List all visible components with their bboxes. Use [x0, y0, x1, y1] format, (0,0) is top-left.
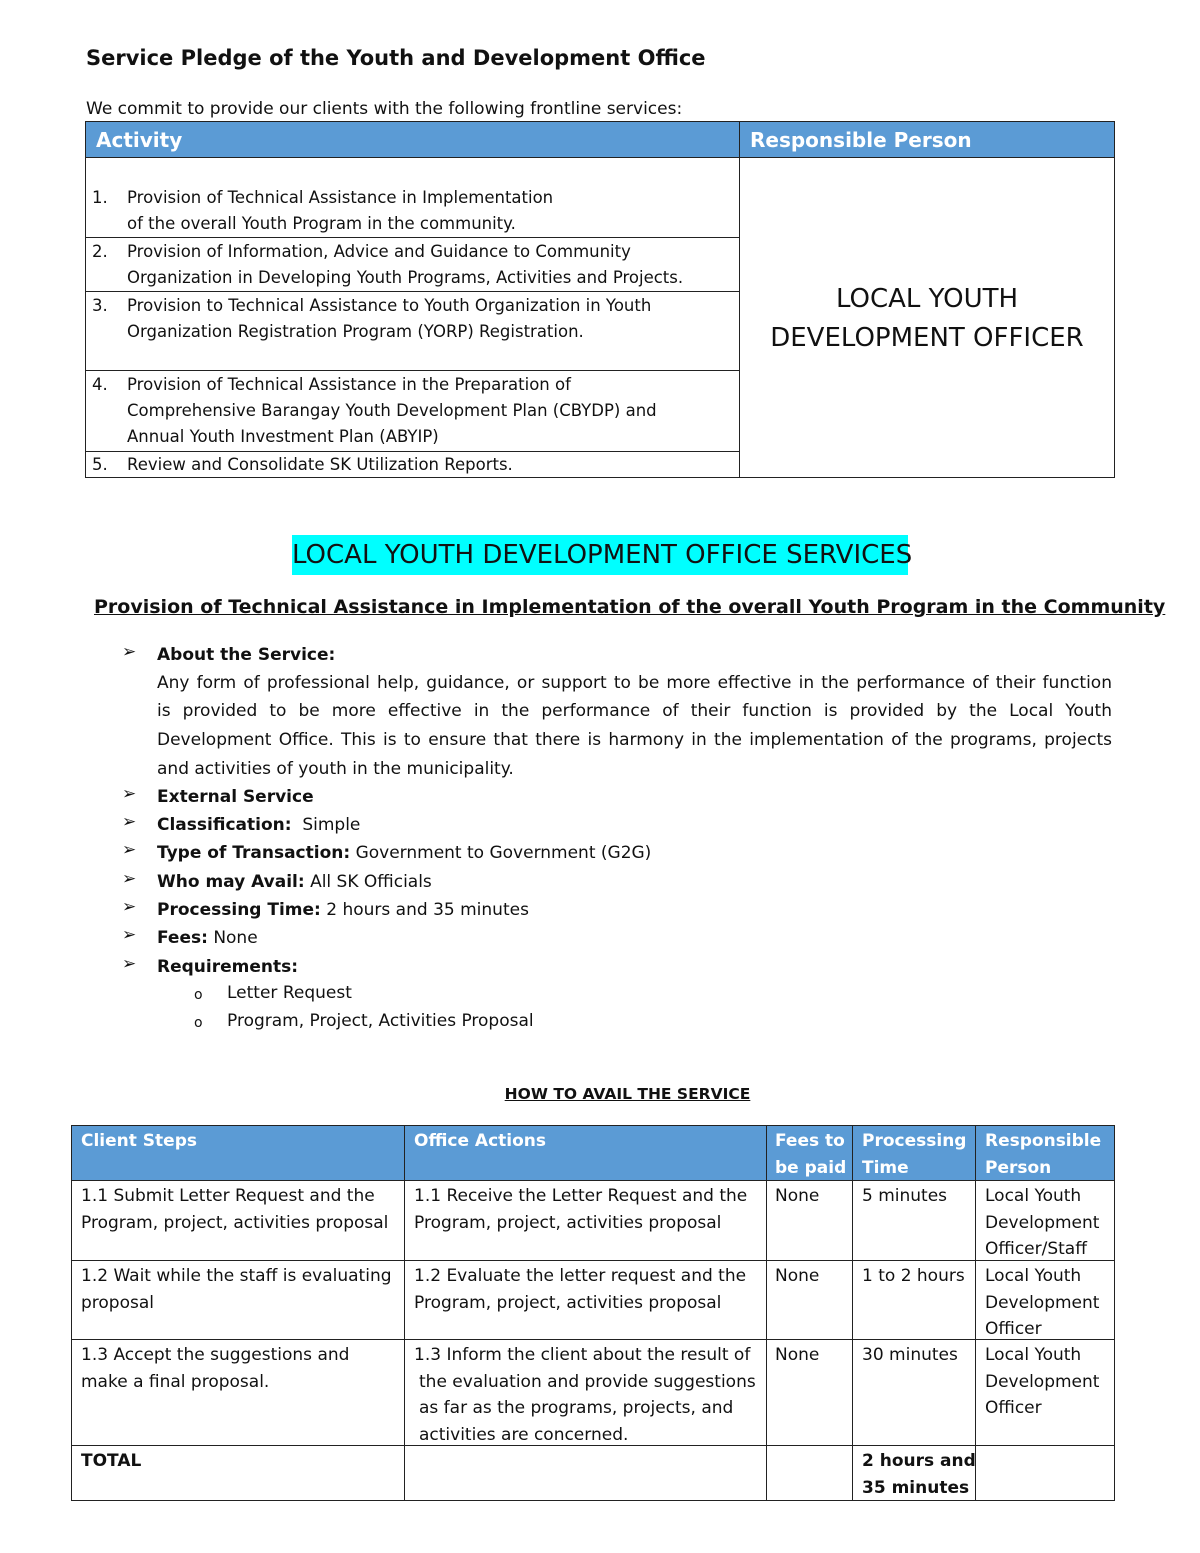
- about-line-4: and activities of youth in the municipality.: [157, 759, 514, 779]
- activity-item-5: 5. Review and Consolidate SK Utilization Reports.: [92, 455, 513, 474]
- steps-table: [71, 1125, 1115, 1501]
- pledge-table: [85, 121, 1115, 478]
- fees: Fees: None: [157, 928, 258, 948]
- office-actions-header: Office Actions: [405, 1126, 767, 1181]
- bullet-arrow-icon: ➢: [122, 784, 137, 804]
- table-row: 1.1 Submit Letter Request and the Program, project, activities proposal: [81, 1186, 389, 1233]
- requirement-item: Letter Request: [227, 983, 352, 1003]
- circle-bullet-icon: o: [194, 987, 203, 1003]
- main-heading: LOCAL YOUTH DEVELOPMENT OFFICE SERVICES: [292, 535, 908, 575]
- table-cell: 1.1 Receive the Letter Request and the Program, project, activities proposal: [414, 1186, 748, 1233]
- bullet-arrow-icon: ➢: [122, 812, 137, 832]
- requirement-item: Program, Project, Activities Proposal: [227, 1011, 534, 1031]
- requirements-label: Requirements:: [157, 957, 299, 977]
- activity-item-1: 1. Provision of Technical Assistance in Implementation of the overall Youth Program in the community.: [86, 158, 740, 238]
- about-line-2: is provided to be more effective in the performance of their function is provided by the Local Youth: [157, 701, 1112, 721]
- bullet-arrow-icon: ➢: [122, 954, 137, 974]
- table-cell: None: [775, 1266, 820, 1286]
- classification: Classification: Simple: [157, 815, 361, 835]
- table-cell: 1.2 Evaluate the letter request and the Program, project, activities proposal: [414, 1266, 747, 1313]
- table-cell: Local Youth Development Officer/Staff: [985, 1186, 1100, 1259]
- total-label: TOTAL: [81, 1451, 142, 1471]
- table-cell: Local Youth Development Officer: [985, 1266, 1100, 1339]
- about-label: About the Service:: [157, 645, 336, 665]
- who-may-avail: Who may Avail: All SK Officials: [157, 872, 432, 892]
- table-row: 1.3 Accept the suggestions and make a final proposal.: [81, 1345, 350, 1392]
- service-title: Provision of Technical Assistance in Implementation of the overall Youth Program in the Community: [94, 596, 1166, 618]
- bullet-arrow-icon: ➢: [122, 840, 137, 860]
- external-service: External Service: [157, 787, 314, 807]
- table-cell: 1 to 2 hours: [862, 1266, 965, 1286]
- table-cell: 5 minutes: [862, 1186, 948, 1206]
- activity-header: Activity: [86, 122, 740, 158]
- activity-item-3: 3. Provision to Technical Assistance to Youth Organization in Youth Organization Registration Program (YORP) Registration.: [86, 292, 740, 371]
- table-cell: None: [775, 1186, 820, 1206]
- transaction-type: Type of Transaction: Government to Government (G2G): [157, 843, 652, 863]
- how-to-avail-heading: HOW TO AVAIL THE SERVICE: [504, 1085, 751, 1103]
- circle-bullet-icon: o: [194, 1015, 203, 1031]
- client-steps-header: Client Steps: [72, 1126, 405, 1181]
- total-time: 2 hours and 35 minutes: [862, 1451, 976, 1498]
- table-row: 1.2 Wait while the staff is evaluating proposal: [81, 1266, 392, 1313]
- responsible-header: Responsible Person: [740, 122, 1114, 158]
- about-line-3: Development Office. This is to ensure that there is harmony in the implementation of the programs, projects: [157, 730, 1112, 750]
- responsible-officer: LOCAL YOUTH DEVELOPMENT OFFICER: [770, 284, 1084, 353]
- responsible-person-header: Responsible Person: [976, 1126, 1114, 1181]
- about-line-1: Any form of professional help, guidance, or support to be more effective in the performance of their function: [157, 673, 1112, 693]
- pledge-intro: We commit to provide our clients with the following frontline services:: [86, 99, 683, 119]
- processing-time: Processing Time: 2 hours and 35 minutes: [157, 900, 529, 920]
- table-cell: None: [775, 1345, 820, 1365]
- activity-item-4: 4. Provision of Technical Assistance in the Preparation of Comprehensive Barangay Youth Development Plan (CBYDP) and Annual Youth Investment Plan (ABYIP): [86, 371, 740, 452]
- table-cell: Local Youth Development Officer: [985, 1345, 1100, 1418]
- activity-item-2: 2. Provision of Information, Advice and Guidance to Community Organization in Developing Youth Programs, Activities and Projects.: [86, 238, 740, 292]
- bullet-arrow-icon: ➢: [122, 897, 137, 917]
- pledge-title: Service Pledge of the Youth and Development Office: [86, 46, 706, 70]
- bullet-arrow-icon: ➢: [122, 869, 137, 889]
- table-cell: 1.3 Inform the client about the result of the evaluation and provide suggestions as far as the programs, projects, and activities are concerned.: [414, 1345, 756, 1445]
- table-cell: 30 minutes: [862, 1345, 958, 1365]
- bullet-arrow-icon: ➢: [122, 925, 137, 945]
- fees-header: Fees to be paid: [767, 1126, 853, 1181]
- processing-time-header: Processing Time: [853, 1126, 976, 1181]
- bullet-arrow-icon: ➢: [122, 642, 137, 662]
